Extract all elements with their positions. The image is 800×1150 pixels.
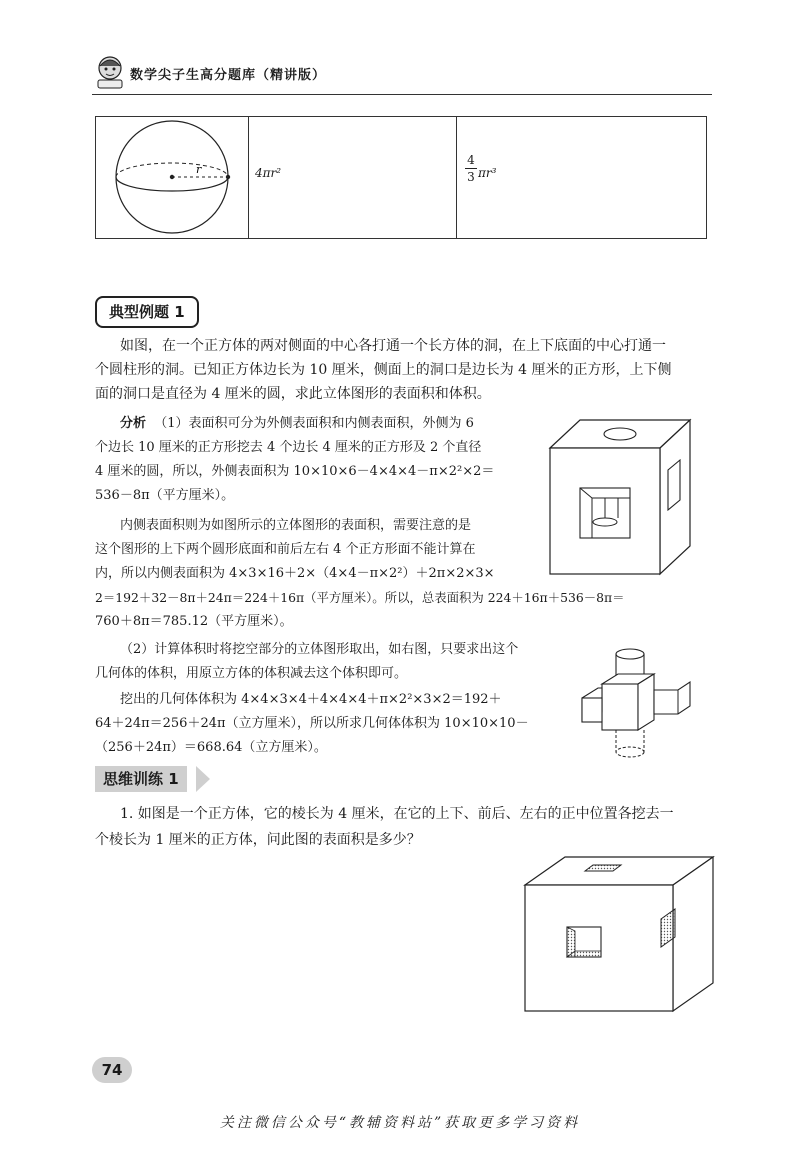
table-divider: [456, 117, 457, 238]
problem-line: 如图，在一个正方体的两对侧面的中心各打通一个长方体的洞，在上下底面的中心打通一: [120, 338, 666, 354]
practice-arrow: [196, 766, 210, 792]
sphere-surface-area: 4πr²: [255, 166, 282, 180]
analysis-label: 分析: [120, 416, 147, 431]
fraction-bar: [465, 168, 477, 169]
page-number: 74: [92, 1057, 132, 1083]
cube-with-holes-figure: [525, 855, 715, 1015]
analysis-line: 64＋24π＝256＋24π（立方厘米），所以所求几何体体积为 10×10×10－: [95, 716, 529, 731]
practice-question-line: 1. 如图是一个正方体，它的棱长为 4 厘米，在它的上下、前后、左右的正中位置各挖去一: [120, 806, 674, 822]
analysis-line: 分析 （1）表面积可分为外侧表面积和内侧表面积，外侧为 6: [120, 416, 474, 431]
analysis-line: 这个图形的上下两个圆形底面和前后左右 4 个正方形面不能计算在: [95, 542, 476, 557]
analysis-line: 760＋8π＝785.12（平方厘米）。: [95, 614, 293, 629]
analysis-line: 内侧表面积则为如图所示的立体图形的表面积，需要注意的是: [120, 518, 472, 533]
analysis-line: 536－8π（平方厘米）。: [95, 488, 235, 503]
fraction-denominator: 3: [467, 170, 475, 184]
analysis-line: 内，所以内侧表面积为 4×3×16＋2×（4×4－π×2²）＋2π×2×3×: [95, 566, 495, 581]
hollow-cube-figure: [550, 418, 700, 578]
sphere-radius-label: r: [196, 163, 202, 176]
fraction-numerator: 4: [467, 153, 475, 167]
analysis-line: 个边长 10 厘米的正方形挖去 4 个边长 4 厘米的正方形及 2 个直径: [95, 440, 482, 455]
analysis-line: （256＋24π）＝668.64（立方厘米）。: [95, 740, 327, 755]
analysis-line: 几何体的体积，用原立方体的体积减去这个体积即可。: [95, 666, 408, 681]
practice-question-line: 个棱长为 1 厘米的正方体，问此图的表面积是多少？: [95, 832, 421, 848]
practice-badge: 思维训练 1: [95, 766, 187, 792]
sphere-diagram: [110, 120, 240, 235]
header-rule: [92, 94, 712, 95]
analysis-line: 4 厘米的圆，所以，外侧表面积为 10×10×6－4×4×4－π×2²×2＝: [95, 464, 495, 479]
problem-line: 面的洞口是直径为 4 厘米的圆，求此立体图形的表面积和体积。: [95, 386, 491, 402]
problem-line: 个圆柱形的洞。已知正方体边长为 10 厘米，侧面上的洞口是边长为 4 厘米的正方形，上下侧: [95, 362, 672, 378]
excavated-solid-figure: [580, 640, 700, 765]
footer-note: 关注微信公众号“教辅资料站”获取更多学习资料: [219, 1115, 581, 1131]
mascot-icon: [92, 54, 128, 90]
analysis-line: （2）计算体积时将挖空部分的立体图形取出，如右图，只要求出这个: [120, 642, 519, 657]
volume-fraction: [465, 153, 477, 184]
example-badge: 典型例题 1: [95, 296, 199, 328]
header-title: 数学尖子生高分题库（精讲版）: [130, 68, 327, 83]
table-divider: [248, 117, 249, 238]
analysis-line: 2＝192＋32－8π＋24π＝224＋16π（平方厘米）。所以，总表面积为 224＋16π＋536－8π＝: [95, 590, 625, 605]
volume-tail: πr³: [478, 166, 497, 180]
analysis-line: 挖出的几何体体积为 4×4×3×4＋4×4×4＋π×2²×3×2＝192＋: [120, 692, 502, 707]
